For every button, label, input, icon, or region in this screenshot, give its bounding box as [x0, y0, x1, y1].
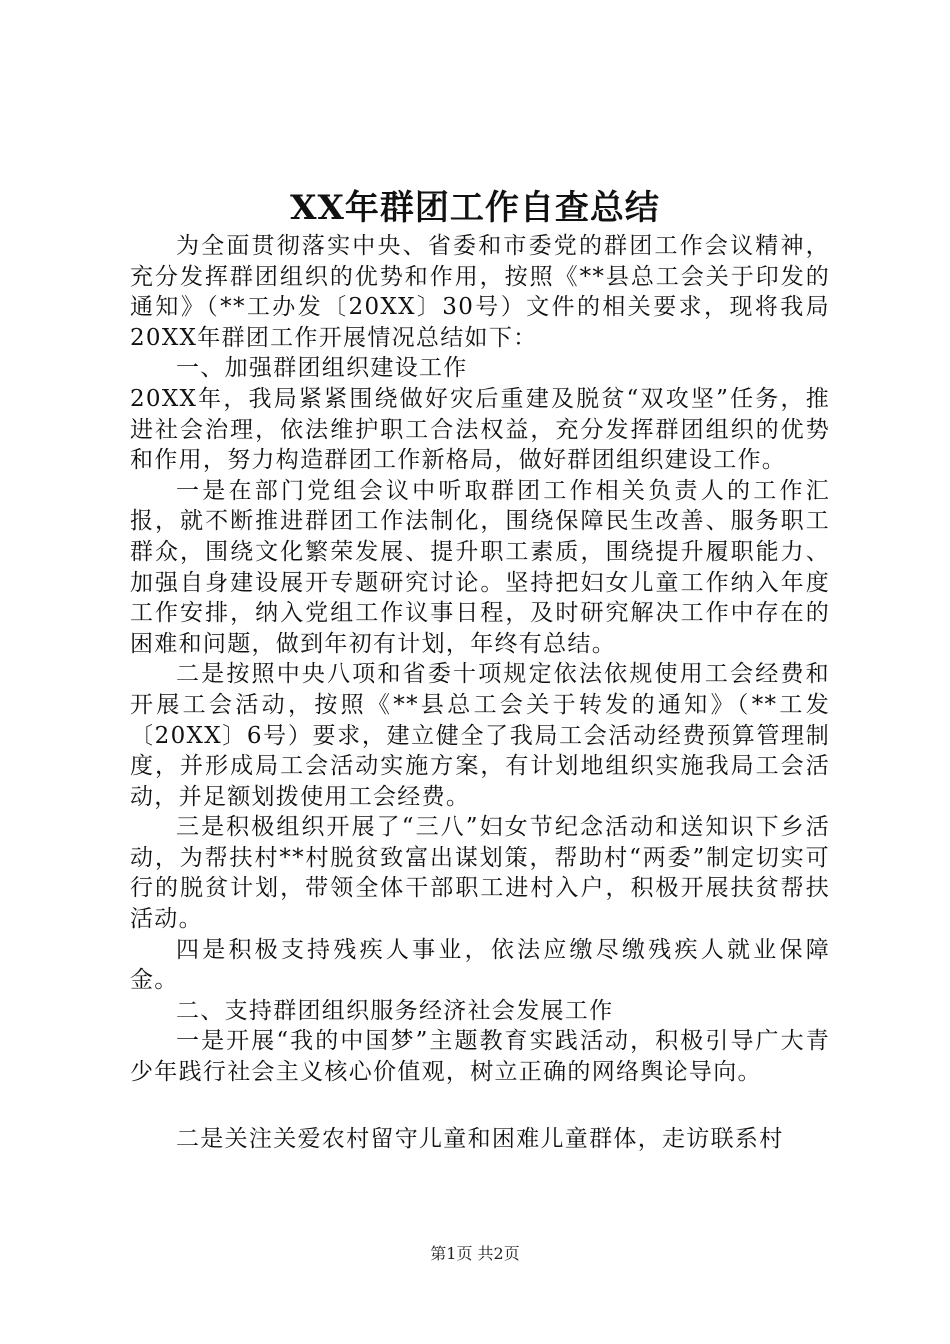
- section-1-item-3: 三是积极组织开展了“三八”妇女节纪念活动和送知识下乡活动，为帮扶村**村脱贫致富出谋划策，帮助村“两委”制定切实可行的脱贫计划，带领全体干部职工进村入户，积极开展扶贫帮扶活动。: [130, 814, 830, 933]
- section-1-item-2: 二是按照中央八项和省委十项规定依法依规使用工会经费和开展工会活动，按照《**县总工会关于转发的通知》（**工发〔20XX〕6号）要求，建立健全了我局工会活动经费预算管理制度，并形成局工会活动实施方案，有计划地组织实施我局工会活动，并足额划拨使用工会经费。: [130, 661, 830, 810]
- document-title: XX年群团工作自查总结: [290, 188, 660, 228]
- page-footer: 第1页 共2页: [430, 1244, 520, 1263]
- section-1-item-1: 一是在部门党组会议中听取群团工作相关负责人的工作汇报，就不断推进群团工作法制化，围绕保障民生改善、服务职工群众，围绕文化繁荣发展、提升职工素质，围绕提升履职能力、加强自身建设展开专题研究讨论。坚持把妇女儿童工作纳入年度工作安排，纳入党组工作议事日程，及时研究解决工作中存在的困难和问题，做到年初有计划，年终有总结。: [130, 477, 830, 657]
- section-2-item-1: 一是开展“我的中国梦”主题教育实践活动，积极引导广大青少年践行社会主义核心价值观，树立正确的网络舆论导向。: [130, 1028, 830, 1086]
- section-heading-2: 二、支持群团组织服务经济社会发展工作: [176, 997, 614, 1024]
- section-1-summary: 20XX年，我局紧紧围绕做好灾后重建及脱贫“双攻坚”任务，推进社会治理，依法维护职工合法权益，充分发挥群团组织的优势和作用，努力构造群团工作新格局，做好群团组织建设工作。: [130, 385, 830, 474]
- intro-paragraph: 为全面贯彻落实中央、省委和市委党的群团工作会议精神，充分发挥群团组织的优势和作用，按照《**县总工会关于印发的通知》（**工办发〔20XX〕30号）文件的相关要求，现将我局20XX年群团工作开展情况总结如下：: [130, 233, 830, 351]
- section-1-item-4: 四是积极支持残疾人事业，依法应缴尽缴残疾人就业保障金。: [130, 936, 830, 994]
- document-body: [130, 231, 830, 1154]
- section-heading-1: 一、加强群团组织建设工作: [176, 355, 468, 382]
- section-2-item-2: 二是关注关爱农村留守儿童和困难儿童群体，走访联系村: [176, 1125, 784, 1152]
